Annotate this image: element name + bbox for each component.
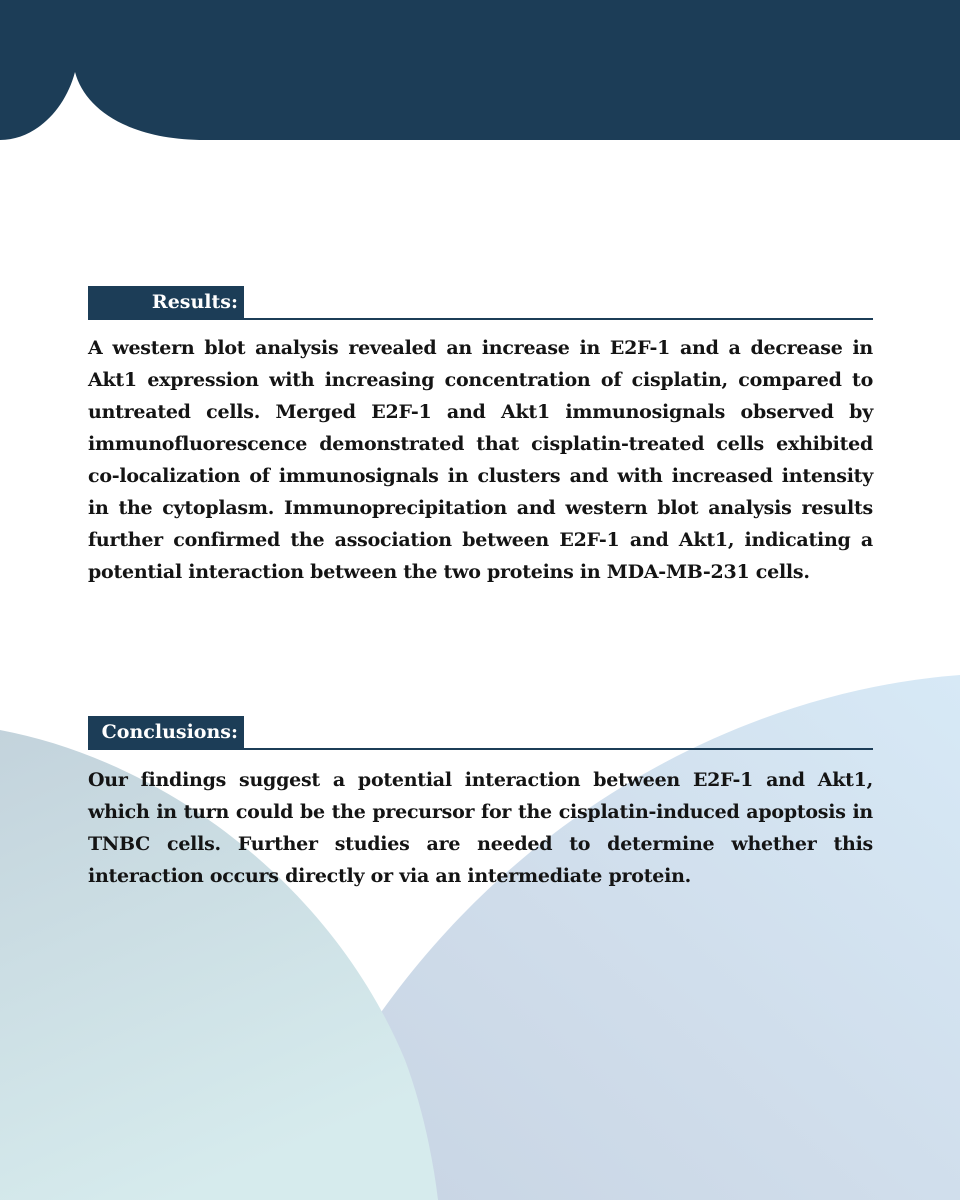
conclusions-heading: Conclusions: <box>88 716 244 748</box>
swoosh-right <box>362 675 960 1200</box>
results-heading: Results: <box>88 286 244 318</box>
conclusions-header <box>88 714 873 750</box>
header-banner <box>0 0 960 140</box>
results-text: A western blot analysis revealed an increase in E2F-1 and a decrease in Akt1 expression with increasing concentration of cisplatin, compared to untreated cells. Merged E2F-1 and Akt1 immunosignals observed by immunofluorescence demonstrated that cisplatin-treated cells exhibited co-localization of immunosignals in clusters and with increased intensity in the cytoplasm. Immunoprecipitation and western blot analysis results further confirmed the association between E2F-1 and Akt1, indicating a potential interaction between the two proteins in MDA-MB-231 cells. <box>88 337 873 583</box>
conclusions-text: Our findings suggest a potential interaction between E2F-1 and Akt1, which in turn could be the precursor for the cisplatin-induced apoptosis in TNBC cells. Further studies are needed to determine whether this interaction occurs directly or via an intermediate protein. <box>88 769 873 887</box>
results-header <box>88 284 873 320</box>
